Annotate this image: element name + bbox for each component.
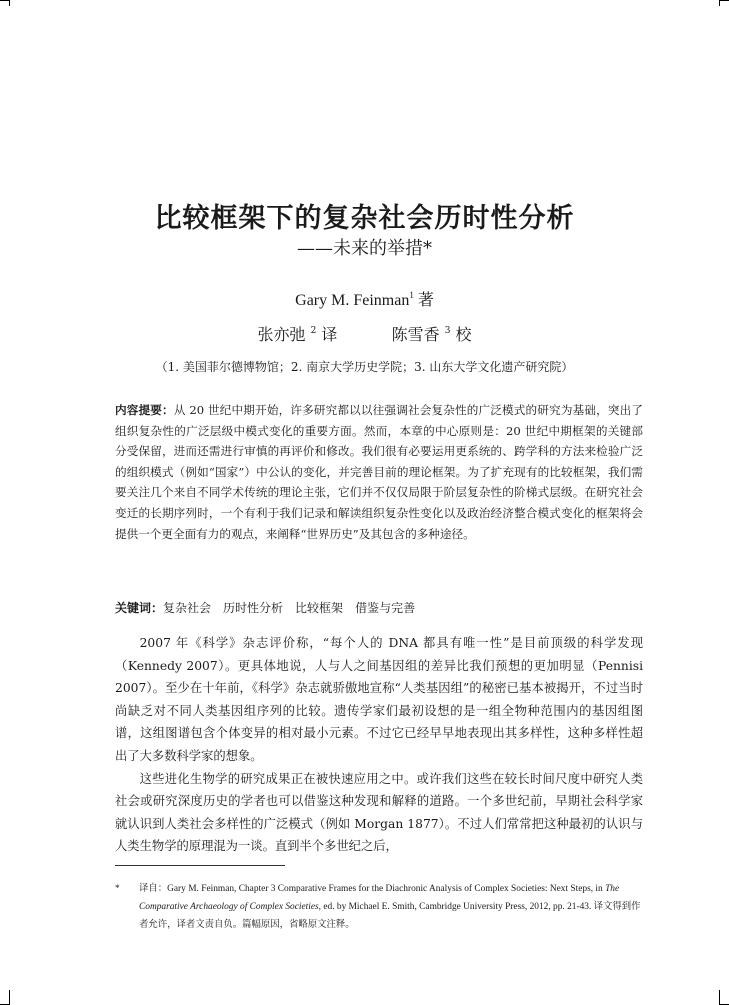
article-subtitle: ——未来的举措* bbox=[297, 238, 432, 259]
footnote-text bbox=[139, 880, 645, 934]
footnote-book-title: The Comparative Archaeology of Complex Societies bbox=[139, 884, 620, 912]
crop-mark-top-right-v bbox=[719, 0, 720, 6]
abstract-text: 从 20 世纪中期开始，许多研究都以以往强调社会复杂性的广泛模式的研究为基础，突出了组织复杂性的广泛层级中模式变化的重要方面。然而，本章的中心原则是：20 世纪中期框架的关键部分受保留，进而还需进行审慎的再评价和修改。我们很有必要运用更系统的、跨学科的方法来检验广泛的组织模式（例如“国家”）中公认的变化，并完善目前的理论框架。为了扩充现有的比较框架，我们需要关注几个来自不同学术传统的理论主张，它们并不仅仅局限于阶层复杂性的阶梯式层级。在研究社会变迁的长期序列时，一个有利于我们记录和解读组织复杂性变化以及政治经济整合模式变化的框架将会提供一个更全面有力的观点，来阐释“世界历史”及其包含的多种途径。 bbox=[115, 403, 643, 541]
translator-name: 张亦弛 bbox=[257, 325, 306, 344]
translator-sup: 2 bbox=[310, 326, 317, 336]
abstract-label: 内容提要： bbox=[115, 403, 174, 417]
footnote-text-before: 译自：Gary M. Feinman, Chapter 3 Comparative Frames for the Diachronic Analysis of Complex Societies: Next Steps, in bbox=[139, 884, 606, 894]
proofreader-sup: 3 bbox=[444, 326, 451, 336]
proofreader-name: 陈雪香 bbox=[391, 325, 440, 344]
translator-role: 译 bbox=[321, 325, 338, 344]
author-name: Gary M. Feinman bbox=[295, 292, 410, 309]
author-line bbox=[0, 287, 729, 310]
body-text bbox=[115, 632, 643, 858]
footnote-rule bbox=[115, 865, 285, 866]
author-affiliation-sup: 1 bbox=[409, 290, 414, 300]
affiliations: （1. 美国菲尔德博物馆；2. 南京大学历史学院；3. 山东大学文化遗产研究院） bbox=[155, 360, 574, 374]
keyword-item: 借鉴与完善 bbox=[355, 601, 416, 615]
keyword-item: 复杂社会 bbox=[163, 601, 212, 615]
footnote-marker: * bbox=[115, 884, 120, 894]
crop-mark-bottom-left-v bbox=[9, 990, 10, 1005]
body-paragraph-1: 2007 年《科学》杂志评价称，“每个人的 DNA 都具有唯一性”是目前顶级的科学发现（Kennedy 2007）。更具体地说，人与人之间基因组的差异比我们预想的更加明显（Pennisi 2007）。至少在十年前，《科学》杂志就骄傲地宣称“人类基因组”的秘密已基本被揭开，不过当时尚缺乏对不同人类基因组序列的比较。遗传学家们最初设想的是一组全物种范围内的基因组图谱，这组图谱包含个体变异的相对最小元素。不过它已经早早地表现出其多样性，这种多样性超出了大多数科学家的想象。 bbox=[115, 636, 643, 763]
crop-mark-top-left-v bbox=[9, 0, 10, 6]
crop-mark-bottom-right-v bbox=[719, 990, 720, 1005]
abstract bbox=[115, 400, 643, 544]
footnote bbox=[115, 880, 645, 934]
footnote-text-after: , ed. by Michael E. Smith, Cambridge University Press, 2012, pp. 21-43. 译文得到作者允许，译者文责自负。篇幅原因，省略原文注释。 bbox=[139, 902, 641, 930]
body-paragraph-2: 这些进化生物学的研究成果正在被快速应用之中。或许我们这些在较长时间尺度中研究人类社会或研究深度历史的学者也可以借鉴这种发现和解释的道路。一个多世纪前，早期社会科学家就认识到人类社会多样性的广泛模式（例如 Morgan 1877）。不过人们常常把这种最初的认识与人类生物学的原理混为一谈。直到半个多世纪之后， bbox=[115, 771, 643, 854]
keyword-item: 比较框架 bbox=[295, 601, 344, 615]
keywords-label: 关键词： bbox=[115, 601, 164, 615]
crop-mark-top-right-h bbox=[719, 0, 729, 1]
proofreader-role: 校 bbox=[455, 325, 472, 344]
keywords bbox=[115, 599, 643, 616]
keyword-item: 历时性分析 bbox=[223, 601, 284, 615]
article-title: 比较框架下的复杂社会历时性分析 bbox=[154, 203, 575, 234]
author-role: 著 bbox=[417, 290, 434, 309]
translator-line bbox=[0, 322, 729, 345]
